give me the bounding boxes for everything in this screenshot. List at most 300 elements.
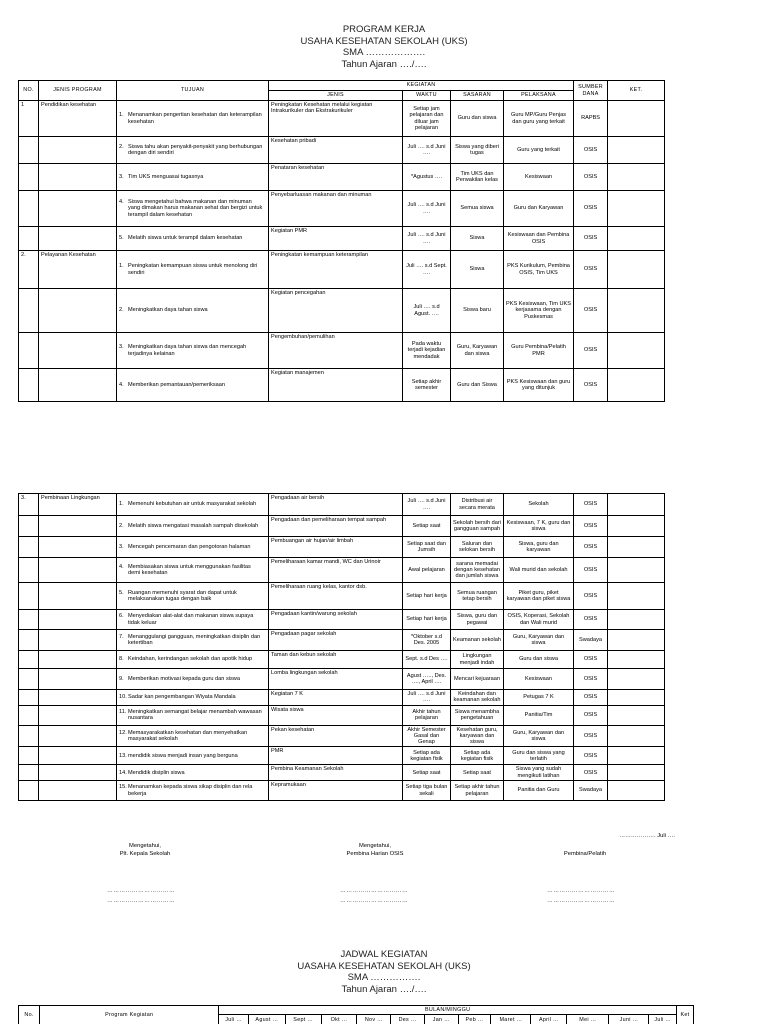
cell-waktu: Awal pelajaran [403, 558, 451, 583]
cell-no [19, 558, 39, 583]
cell-pelaksana: Guru dan Karyawan [504, 191, 574, 227]
cell-tujuan-text: mendidik siswa menjadi insan yang berguna [128, 752, 238, 759]
cell-tujuan-text: Mendidik disiplin siswa [128, 769, 185, 776]
cell-jenis: Kegiatan pencegahan [269, 289, 403, 333]
table-row [19, 725, 665, 747]
cell-jenis-program [39, 369, 117, 402]
cell-sasaran: Siswa [451, 227, 504, 251]
cell-waktu: Setiap saat [403, 516, 451, 537]
table-row [19, 610, 665, 630]
cell-tujuan [117, 164, 269, 191]
cell-no: 3. [19, 494, 39, 516]
cell-tujuan-number: 4. [119, 381, 124, 388]
table-row [19, 690, 665, 706]
cell-jenis: Pekan kesehatan [269, 725, 403, 747]
table-row [19, 289, 665, 333]
cell-jenis-program [39, 765, 117, 781]
schedule-header-ket: Ket [676, 1006, 693, 1024]
cell-sasaran: Keindahan dan keamanan sekolah [451, 690, 504, 706]
cell-sumber-dana: OSIS [574, 333, 608, 369]
cell-tujuan-text: Keindahan, kerindangan sekolah dan apotik hidup [128, 656, 253, 663]
cell-jenis-program: Pelayanan Kesehatan [39, 251, 117, 289]
cell-sumber-dana: OSIS [574, 251, 608, 289]
cell-sumber-dana: RAPBS [574, 101, 608, 137]
cell-ket [608, 494, 665, 516]
cell-jenis-program [39, 164, 117, 191]
cell-waktu: Setiap hari kerja [403, 583, 451, 610]
cell-sumber-dana: OSIS [574, 747, 608, 765]
cell-tujuan [117, 705, 269, 725]
cell-tujuan [117, 191, 269, 227]
cell-tujuan-number: 3. [119, 543, 124, 550]
schedule-school-year: Tahun Ajaran …./…. [341, 983, 427, 995]
cell-pelaksana: Kesiswaan dan Pembina OSIS [504, 227, 574, 251]
cell-tujuan-number: 5. [119, 589, 124, 596]
cell-waktu: Setiap jam pelajaran dan diluar jam pelajaran [403, 101, 451, 137]
schedule-header-no: No. [19, 1006, 40, 1024]
cell-jenis: Wisata siswa [269, 705, 403, 725]
cell-sumber-dana: OSIS [574, 164, 608, 191]
cell-no: 2. [19, 251, 39, 289]
cell-tujuan-number: 8. [119, 656, 124, 663]
cell-tujuan-number: 5. [119, 235, 124, 242]
cell-waktu: Akhir Semester Gasal dan Genap [403, 725, 451, 747]
cell-waktu: *Oktober s.d Des. 2005 [403, 630, 451, 651]
signature-left-label: Mengetahui, [129, 843, 161, 849]
cell-tujuan-number: 9. [119, 675, 124, 682]
cell-pelaksana: Siswa yang sudah mengikuti latihan [504, 765, 574, 781]
cell-jenis-program [39, 630, 117, 651]
cell-ket [608, 516, 665, 537]
cell-tujuan-number: 1. [119, 263, 124, 270]
cell-waktu: Sept. s.d Des …. [403, 651, 451, 669]
cell-tujuan-text: Memberikan pemantauan/pemeriksaan [128, 381, 226, 388]
schedule-header-bulan: BULAN/MINGGU [219, 1006, 677, 1015]
program-table-part1 [18, 80, 665, 402]
cell-sasaran: Tim UKS dan Perwakilan kelas [451, 164, 504, 191]
signature-left-line-2: …………………………… [107, 898, 176, 904]
cell-waktu: Setiap ada kegiatan fisik [403, 747, 451, 765]
table-row [19, 369, 665, 402]
cell-jenis-program [39, 747, 117, 765]
cell-pelaksana: PKS Kesiswaan dan guru yang ditunjuk [504, 369, 574, 402]
cell-ket [608, 191, 665, 227]
cell-jenis-program [39, 289, 117, 333]
cell-jenis-program [39, 651, 117, 669]
cell-jenis: Kesehatan pribadi [269, 137, 403, 164]
cell-jenis: Pengadaan air bersih [269, 494, 403, 516]
cell-tujuan [117, 516, 269, 537]
schedule-month-header: Nov … [357, 1015, 391, 1024]
cell-tujuan [117, 765, 269, 781]
signature-right-line-1: …………………………… [547, 888, 616, 894]
cell-sumber-dana: Swadaya [574, 630, 608, 651]
cell-ket [608, 747, 665, 765]
cell-waktu: Setiap saat dan Jumsih [403, 537, 451, 558]
cell-pelaksana: Guru, Karyawan dan siswa [504, 725, 574, 747]
cell-jenis: Kegiatan 7 K [269, 690, 403, 706]
cell-ket [608, 101, 665, 137]
cell-tujuan-text: Menyediakan alat-alat dan makanan siswa supaya tidak keluar [128, 613, 254, 626]
cell-tujuan-number: 4. [119, 563, 124, 570]
cell-no [19, 227, 39, 251]
signature-middle-line-2: …………………………… [340, 898, 409, 904]
cell-no [19, 651, 39, 669]
cell-waktu: Juli …. s.d Sept. …. [403, 251, 451, 289]
cell-sasaran: sarana memadai dengan kesehatan dan jumlah siswa [451, 558, 504, 583]
cell-waktu: Setiap akhir semester [403, 369, 451, 402]
schedule-header-program: Program Kegiatan [40, 1006, 219, 1024]
cell-sumber-dana: OSIS [574, 765, 608, 781]
signature-left-role: Plt. Kepala Sekolah [119, 851, 171, 857]
signature-right-role: Pembina/Pelatih [563, 851, 607, 857]
schedule-month-header: Okt … [321, 1015, 357, 1024]
cell-sasaran: Setiap saat [451, 765, 504, 781]
cell-jenis: Kegiatan manajemen [269, 369, 403, 402]
cell-sasaran: Distribusi air secara merata [451, 494, 504, 516]
cell-sasaran: Lingkungan menjadi indah [451, 651, 504, 669]
cell-tujuan-number: 3. [119, 344, 124, 351]
cell-ket [608, 369, 665, 402]
cell-pelaksana: Guru MP/Guru Penjas dan guru yang terkait [504, 101, 574, 137]
cell-jenis-program [39, 610, 117, 630]
signature-right [525, 850, 645, 858]
cell-tujuan [117, 227, 269, 251]
cell-no [19, 333, 39, 369]
cell-waktu: Setiap saat [403, 765, 451, 781]
cell-tujuan [117, 369, 269, 402]
cell-pelaksana: Guru Pembina/Pelatih PMR [504, 333, 574, 369]
cell-ket [608, 558, 665, 583]
cell-jenis: Pengembuhan/pemulihan [269, 333, 403, 369]
cell-sasaran: Siswa, guru dan pegawai [451, 610, 504, 630]
cell-ket [608, 630, 665, 651]
cell-jenis-program [39, 583, 117, 610]
cell-no [19, 610, 39, 630]
cell-sumber-dana: OSIS [574, 369, 608, 402]
table-row [19, 227, 665, 251]
cell-tujuan [117, 289, 269, 333]
program-table-part2 [18, 493, 665, 801]
table-row [19, 494, 665, 516]
cell-tujuan-number: 2. [119, 307, 124, 314]
cell-tujuan-number: 15. [119, 784, 127, 791]
cell-tujuan-text: Siswa mengetahui bahwa makanan dan minuman yang dimakan harus makanan sehat dan bergizi untuk terampil dalam kesehatan [128, 199, 263, 218]
cell-tujuan [117, 583, 269, 610]
cell-pelaksana: PKS Kesiswaan, Tim UKS kerjasama dengan Puskesmas [504, 289, 574, 333]
cell-sumber-dana: OSIS [574, 669, 608, 690]
cell-jenis-program [39, 781, 117, 801]
cell-tujuan-number: 14. [119, 769, 127, 776]
schedule-month-header: Juli … [219, 1015, 249, 1024]
header-ket: KET. [608, 81, 665, 101]
schedule-month-header: Mei … [567, 1015, 609, 1024]
table-row [19, 669, 665, 690]
cell-jenis-program [39, 705, 117, 725]
cell-tujuan-number: 4. [119, 199, 124, 206]
cell-sasaran: Siswa yang diberi tugas [451, 137, 504, 164]
cell-ket [608, 765, 665, 781]
cell-no [19, 725, 39, 747]
cell-tujuan [117, 630, 269, 651]
cell-jenis: Pemeliharaan ruang kelas, kantor dsb. [269, 583, 403, 610]
cell-pelaksana: Panitia/Tim [504, 705, 574, 725]
cell-tujuan-text: Menanamkan pengertian kesehatan dan keterampilan kesehatan [128, 112, 262, 125]
cell-sasaran: Setiap ada kegiatan fisik [451, 747, 504, 765]
header-tujuan: TUJUAN [117, 81, 269, 101]
cell-sumber-dana: OSIS [574, 137, 608, 164]
cell-pelaksana: Piket guru, piket karyawan dan piket siswa [504, 583, 574, 610]
cell-tujuan-number: 6. [119, 613, 124, 620]
cell-jenis-program [39, 725, 117, 747]
cell-jenis: Penataran kesehatan [269, 164, 403, 191]
cell-jenis: Pembina Keamanan Sekolah [269, 765, 403, 781]
cell-tujuan-number: 13. [119, 752, 127, 759]
cell-tujuan [117, 251, 269, 289]
cell-no [19, 781, 39, 801]
cell-pelaksana: Guru dan siswa yang terlatih [504, 747, 574, 765]
cell-tujuan [117, 747, 269, 765]
cell-tujuan-text: Tim UKS menguasai tugasnya [128, 173, 204, 180]
cell-tujuan [117, 137, 269, 164]
cell-jenis-program [39, 333, 117, 369]
cell-ket [608, 251, 665, 289]
cell-pelaksana: Kesiswaan [504, 164, 574, 191]
cell-tujuan-text: Menanggulangi gangguan, meningkatkan disiplin dan ketertiban [128, 633, 261, 646]
cell-pelaksana: Kesiswaan [504, 669, 574, 690]
table-row [19, 558, 665, 583]
cell-ket [608, 537, 665, 558]
schedule-month-header: Juli … [649, 1015, 676, 1024]
cell-waktu: Pada waktu terjadi kejadian mendadak [403, 333, 451, 369]
cell-jenis: Pengadaan pagar sekolah [269, 630, 403, 651]
cell-no [19, 289, 39, 333]
doc-title: PROGRAM KERJA [342, 24, 426, 35]
cell-sumber-dana: OSIS [574, 725, 608, 747]
cell-pelaksana: Petugas 7 K [504, 690, 574, 706]
cell-no [19, 369, 39, 402]
cell-jenis-program [39, 516, 117, 537]
cell-no [19, 537, 39, 558]
cell-jenis-program [39, 537, 117, 558]
cell-no [19, 516, 39, 537]
schedule-month-header: Agust … [248, 1015, 285, 1024]
cell-waktu: Juli …. s.d Juni …. [403, 690, 451, 706]
cell-tujuan [117, 610, 269, 630]
schedule-title: JADWAL KEGIATAN [340, 949, 428, 960]
cell-jenis-program [39, 227, 117, 251]
signature-middle [310, 842, 440, 858]
cell-no [19, 191, 39, 227]
cell-pelaksana: Siswa, guru dan karyawan [504, 537, 574, 558]
cell-tujuan [117, 537, 269, 558]
cell-tujuan-text: Membiasakan siswa untuk menggunakan fasilitas demi kesehatan [128, 563, 251, 576]
doc-subtitle: USAHA KESEHATAN SEKOLAH (UKS) [300, 35, 468, 47]
school-name: SMA ………………. [342, 47, 426, 58]
cell-tujuan [117, 781, 269, 801]
cell-waktu: Juli …. s.d Juni …. [403, 137, 451, 164]
table-row [19, 705, 665, 725]
table-row [19, 101, 665, 137]
cell-pelaksana: Guru, Karyawan dan siswa [504, 630, 574, 651]
cell-sumber-dana: Swadaya [574, 781, 608, 801]
header-jenis-program: JENIS PROGRAM [39, 81, 117, 101]
cell-no [19, 747, 39, 765]
cell-sumber-dana: OSIS [574, 289, 608, 333]
cell-tujuan-text: Meningkatkan daya tahan siswa [128, 307, 208, 314]
cell-tujuan [117, 669, 269, 690]
cell-sumber-dana: OSIS [574, 705, 608, 725]
cell-tujuan-number: 10. [119, 694, 127, 701]
table-row [19, 137, 665, 164]
cell-ket [608, 227, 665, 251]
cell-sasaran: Mencari kejuaraan [451, 669, 504, 690]
cell-sasaran: Guru dan siswa [451, 101, 504, 137]
cell-jenis: Kepramukaan [269, 781, 403, 801]
cell-tujuan [117, 101, 269, 137]
cell-tujuan-text: Memberikan motivasi kepada guru dan siswa [128, 675, 240, 682]
cell-jenis: PMR [269, 747, 403, 765]
schedule-month-header: April … [531, 1015, 567, 1024]
cell-jenis: Kegiatan PMR [269, 227, 403, 251]
header-waktu: WAKTU [403, 91, 451, 101]
cell-tujuan-text: Peningkatan kemampuan siswa untuk menolong diri sendiri [128, 263, 258, 276]
cell-sumber-dana: OSIS [574, 191, 608, 227]
cell-tujuan [117, 558, 269, 583]
header-kegiatan: KEGIATAN [269, 81, 574, 91]
table-row [19, 537, 665, 558]
cell-ket [608, 690, 665, 706]
schedule-month-header: Peb … [458, 1015, 491, 1024]
cell-tujuan-number: 1. [119, 112, 124, 119]
schedule-month-header: Juni … [609, 1015, 649, 1024]
table-row [19, 747, 665, 765]
table-row [19, 516, 665, 537]
cell-ket [608, 669, 665, 690]
cell-tujuan-number: 11. [119, 708, 127, 715]
cell-jenis: Taman dan kebun sekolah [269, 651, 403, 669]
cell-waktu: Setiap hari kerja [403, 610, 451, 630]
schedule-school-name: SMA ……………. [347, 972, 421, 983]
signature-date: ………………. Juli …. [619, 833, 675, 839]
cell-tujuan-text: Siswa tahu akan penyakit-penyakit yang berhubungan dengan diri sendiri [128, 143, 263, 156]
cell-ket [608, 610, 665, 630]
cell-tujuan [117, 333, 269, 369]
cell-sumber-dana: OSIS [574, 558, 608, 583]
cell-sasaran: Siswa [451, 251, 504, 289]
cell-sasaran: Setiap akhir tahun pelajaran [451, 781, 504, 801]
cell-waktu: Setiap tiga bulan sekali [403, 781, 451, 801]
table-row [19, 251, 665, 289]
cell-jenis: Lomba lingkungan sekolah [269, 669, 403, 690]
header-sumber-dana: SUMBER DANA [574, 81, 608, 101]
header-no: NO. [19, 81, 39, 101]
cell-no [19, 630, 39, 651]
cell-tujuan-text: Memasyarakatkan kesehatan dan menyehatkan masyarakat sekolah [128, 729, 248, 743]
cell-jenis: Pengadaan kantin/warung sekolah [269, 610, 403, 630]
cell-waktu: Juli …. s.d Juni …. [403, 227, 451, 251]
cell-sasaran: Semua ruangan tetap bersih [451, 583, 504, 610]
cell-pelaksana: OSIS, Koperasi, Sekolah dan Wali murid [504, 610, 574, 630]
cell-waktu: Juli …. s.d Juni …. [403, 494, 451, 516]
cell-sasaran: Guru dan Siswa [451, 369, 504, 402]
cell-tujuan-text: Melatih siswa untuk terampil dalam kesehatan [128, 235, 243, 242]
cell-sumber-dana: OSIS [574, 537, 608, 558]
cell-pelaksana: PKS Kurikulum, Pembina OSIS, Tim UKS [504, 251, 574, 289]
cell-sasaran: Keamanan sekolah [451, 630, 504, 651]
header-pelaksana: PELAKSANA [504, 91, 574, 101]
school-year: Tahun Ajaran …./…. [341, 58, 427, 70]
table-row [19, 630, 665, 651]
schedule-table [18, 1005, 694, 1024]
cell-sasaran: Semua siswa [451, 191, 504, 227]
cell-tujuan-text: Meningkatkan semangat belajar menambah wawasan nusantara [128, 708, 262, 722]
cell-ket [608, 289, 665, 333]
cell-tujuan [117, 690, 269, 706]
cell-tujuan-number: 1. [119, 501, 124, 508]
cell-pelaksana: Guru yang terkait [504, 137, 574, 164]
cell-sasaran: Guru, Karyawan dan siswa [451, 333, 504, 369]
cell-no [19, 164, 39, 191]
table-row [19, 583, 665, 610]
schedule-month-header: Jan … [424, 1015, 458, 1024]
cell-tujuan [117, 651, 269, 669]
cell-sumber-dana: OSIS [574, 610, 608, 630]
header-jenis: JENIS [269, 91, 403, 101]
signature-middle-label: Mengetahui, [359, 843, 391, 849]
cell-tujuan-text: Meningkatkan daya tahan siswa dan mencegah terjadinya kelainan [128, 344, 247, 357]
cell-waktu: Agust ….., Des. …., April …. [403, 669, 451, 690]
cell-sasaran: Siswa menambha pengetahuan [451, 705, 504, 725]
signature-middle-line-1: …………………………… [340, 888, 409, 894]
cell-no [19, 690, 39, 706]
cell-tujuan-number: 7. [119, 633, 124, 640]
table-row [19, 765, 665, 781]
cell-jenis-program: Pembinaan Lingkungan [39, 494, 117, 516]
cell-waktu: Juli …. s.d Agust. …. [403, 289, 451, 333]
cell-pelaksana: Guru dan siswa [504, 651, 574, 669]
cell-jenis-program: Pendidikan kesehatan [39, 101, 117, 137]
cell-pelaksana: Wali murid dan sekolah [504, 558, 574, 583]
cell-jenis-program [39, 558, 117, 583]
cell-no [19, 765, 39, 781]
cell-sumber-dana: OSIS [574, 690, 608, 706]
schedule-month-header: Sept … [285, 1015, 321, 1024]
cell-jenis: Peningkatan Kesehatan melalui kegiatan Intrakurikuler dan Ekstrakurikuler [269, 101, 403, 137]
cell-tujuan-text: Menanamkan kepada siswa sikap disiplin dan rela bekerja [128, 784, 253, 797]
cell-jenis-program [39, 191, 117, 227]
cell-jenis: Pemeliharaan kamar mandi, WC dan Urinoir [269, 558, 403, 583]
cell-tujuan-text: Memenuhi kebutuhan air untuk masyarakat sekolah [128, 501, 257, 508]
cell-jenis: Peningkatan kemampuan keterampilan [269, 251, 403, 289]
cell-jenis: Pembuangan air hujan/air limbah [269, 537, 403, 558]
cell-jenis: Penyebarluasan makanan dan minuman [269, 191, 403, 227]
cell-jenis: Pengadaan dan pemeliharaan tempat sampah [269, 516, 403, 537]
cell-tujuan-number: 2. [119, 522, 124, 529]
cell-ket [608, 781, 665, 801]
cell-ket [608, 164, 665, 191]
cell-sasaran: Sekolah bersih dari gangguan sampah [451, 516, 504, 537]
cell-no: 1 [19, 101, 39, 137]
cell-waktu: Juli …. s.d Juni …. [403, 191, 451, 227]
cell-no [19, 669, 39, 690]
table-row [19, 781, 665, 801]
cell-sumber-dana: OSIS [574, 227, 608, 251]
signature-right-line-2: …………………………… [547, 898, 616, 904]
cell-waktu: Akhir tahun pelajaran [403, 705, 451, 725]
cell-tujuan-text: Melatih siswa mengatasi masalah sampah disekolah [128, 522, 259, 529]
schedule-month-header: Des … [391, 1015, 425, 1024]
